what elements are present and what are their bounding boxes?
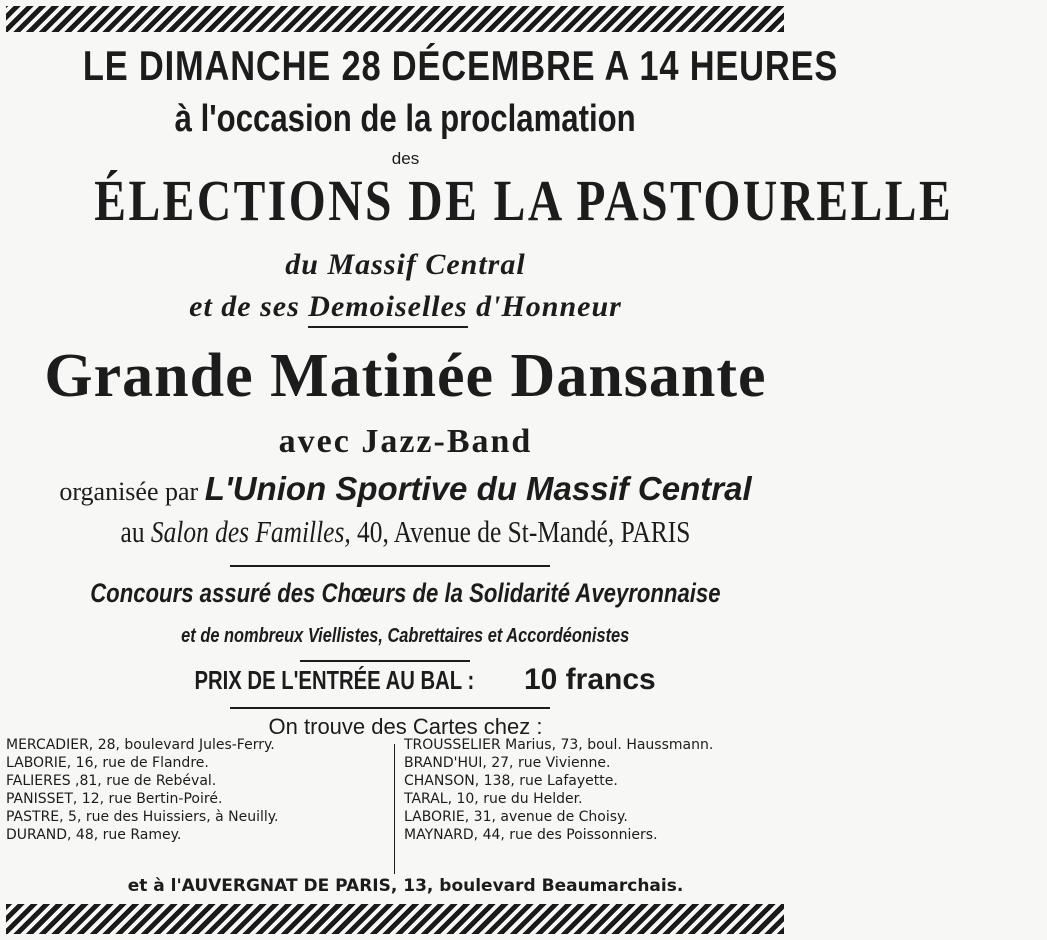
top-border-stripe [6,6,784,32]
subtitle-massif: du Massif Central [285,248,526,281]
date-line: LE DIMANCHE 28 DÉCEMBRE A 14 HEURES [82,42,839,89]
ticket-sellers-left [6,736,386,844]
list-item: PANISSET, 12, rue Bertin-Poiré. [6,791,223,807]
ornament-divider [230,565,550,567]
price-line: PRIX DE L'ENTRÉE AU BAL : 10 francs [194,663,656,696]
organizer-line: organisée par L'Union Sportive du Massif Central [59,470,752,507]
list-item: PASTRE, 5, rue des Huissiers, à Neuilly. [6,809,279,825]
jazz-band-line: avec Jazz-Band [278,423,533,460]
subtitle-demoiselles: et de ses Demoiselles d'Honneur [0,292,811,322]
tickets-heading: On trouve des Cartes chez : [268,714,543,739]
list-item: CHANSON, 138, rue Lafayette. [404,773,618,789]
venue-line: au Salon des Familles, 40, Avenue de St-Mandé, PARIS [120,514,691,549]
ornament-divider-2 [230,707,550,709]
tickets-footer: et à l'AUVERGNAT DE PARIS, 13, boulevard Beaumarchais. [127,876,684,896]
price-rule [300,660,470,662]
list-item: LABORIE, 31, avenue de Choisy. [404,809,628,825]
list-item: MERCADIER, 28, boulevard Jules-Ferry. [6,737,275,753]
des-line: des [391,149,420,168]
list-item: BRAND'HUI, 27, rue Vivienne. [404,755,611,771]
list-item: TROUSSELIER Marius, 73, boul. Haussmann. [404,737,714,753]
occasion-line: à l'occasion de la proclamation [174,98,637,140]
list-item: DURAND, 48, rue Ramey. [6,827,182,843]
performers-line-1: Concours assuré des Chœurs de la Solidarité Aveyronnaise [90,578,721,608]
main-title: ÉLECTIONS DE LA PASTOURELLE [94,168,954,233]
list-item: MAYNARD, 44, rue des Poissonniers. [404,827,658,843]
event-name: Grande Matinée Dansante [44,342,767,410]
list-item: LABORIE, 16, rue de Flandre. [6,755,209,771]
bottom-border-stripe [6,904,784,934]
list-item: TARAL, 10, rue du Helder. [404,791,583,807]
performers-line-2: et de nombreux Viellistes, Cabrettaires et Accordéonistes [181,625,630,647]
list-item: FALIERES ,81, rue de Rebéval. [6,773,217,789]
column-divider [394,744,395,874]
ticket-sellers-right [404,736,804,844]
